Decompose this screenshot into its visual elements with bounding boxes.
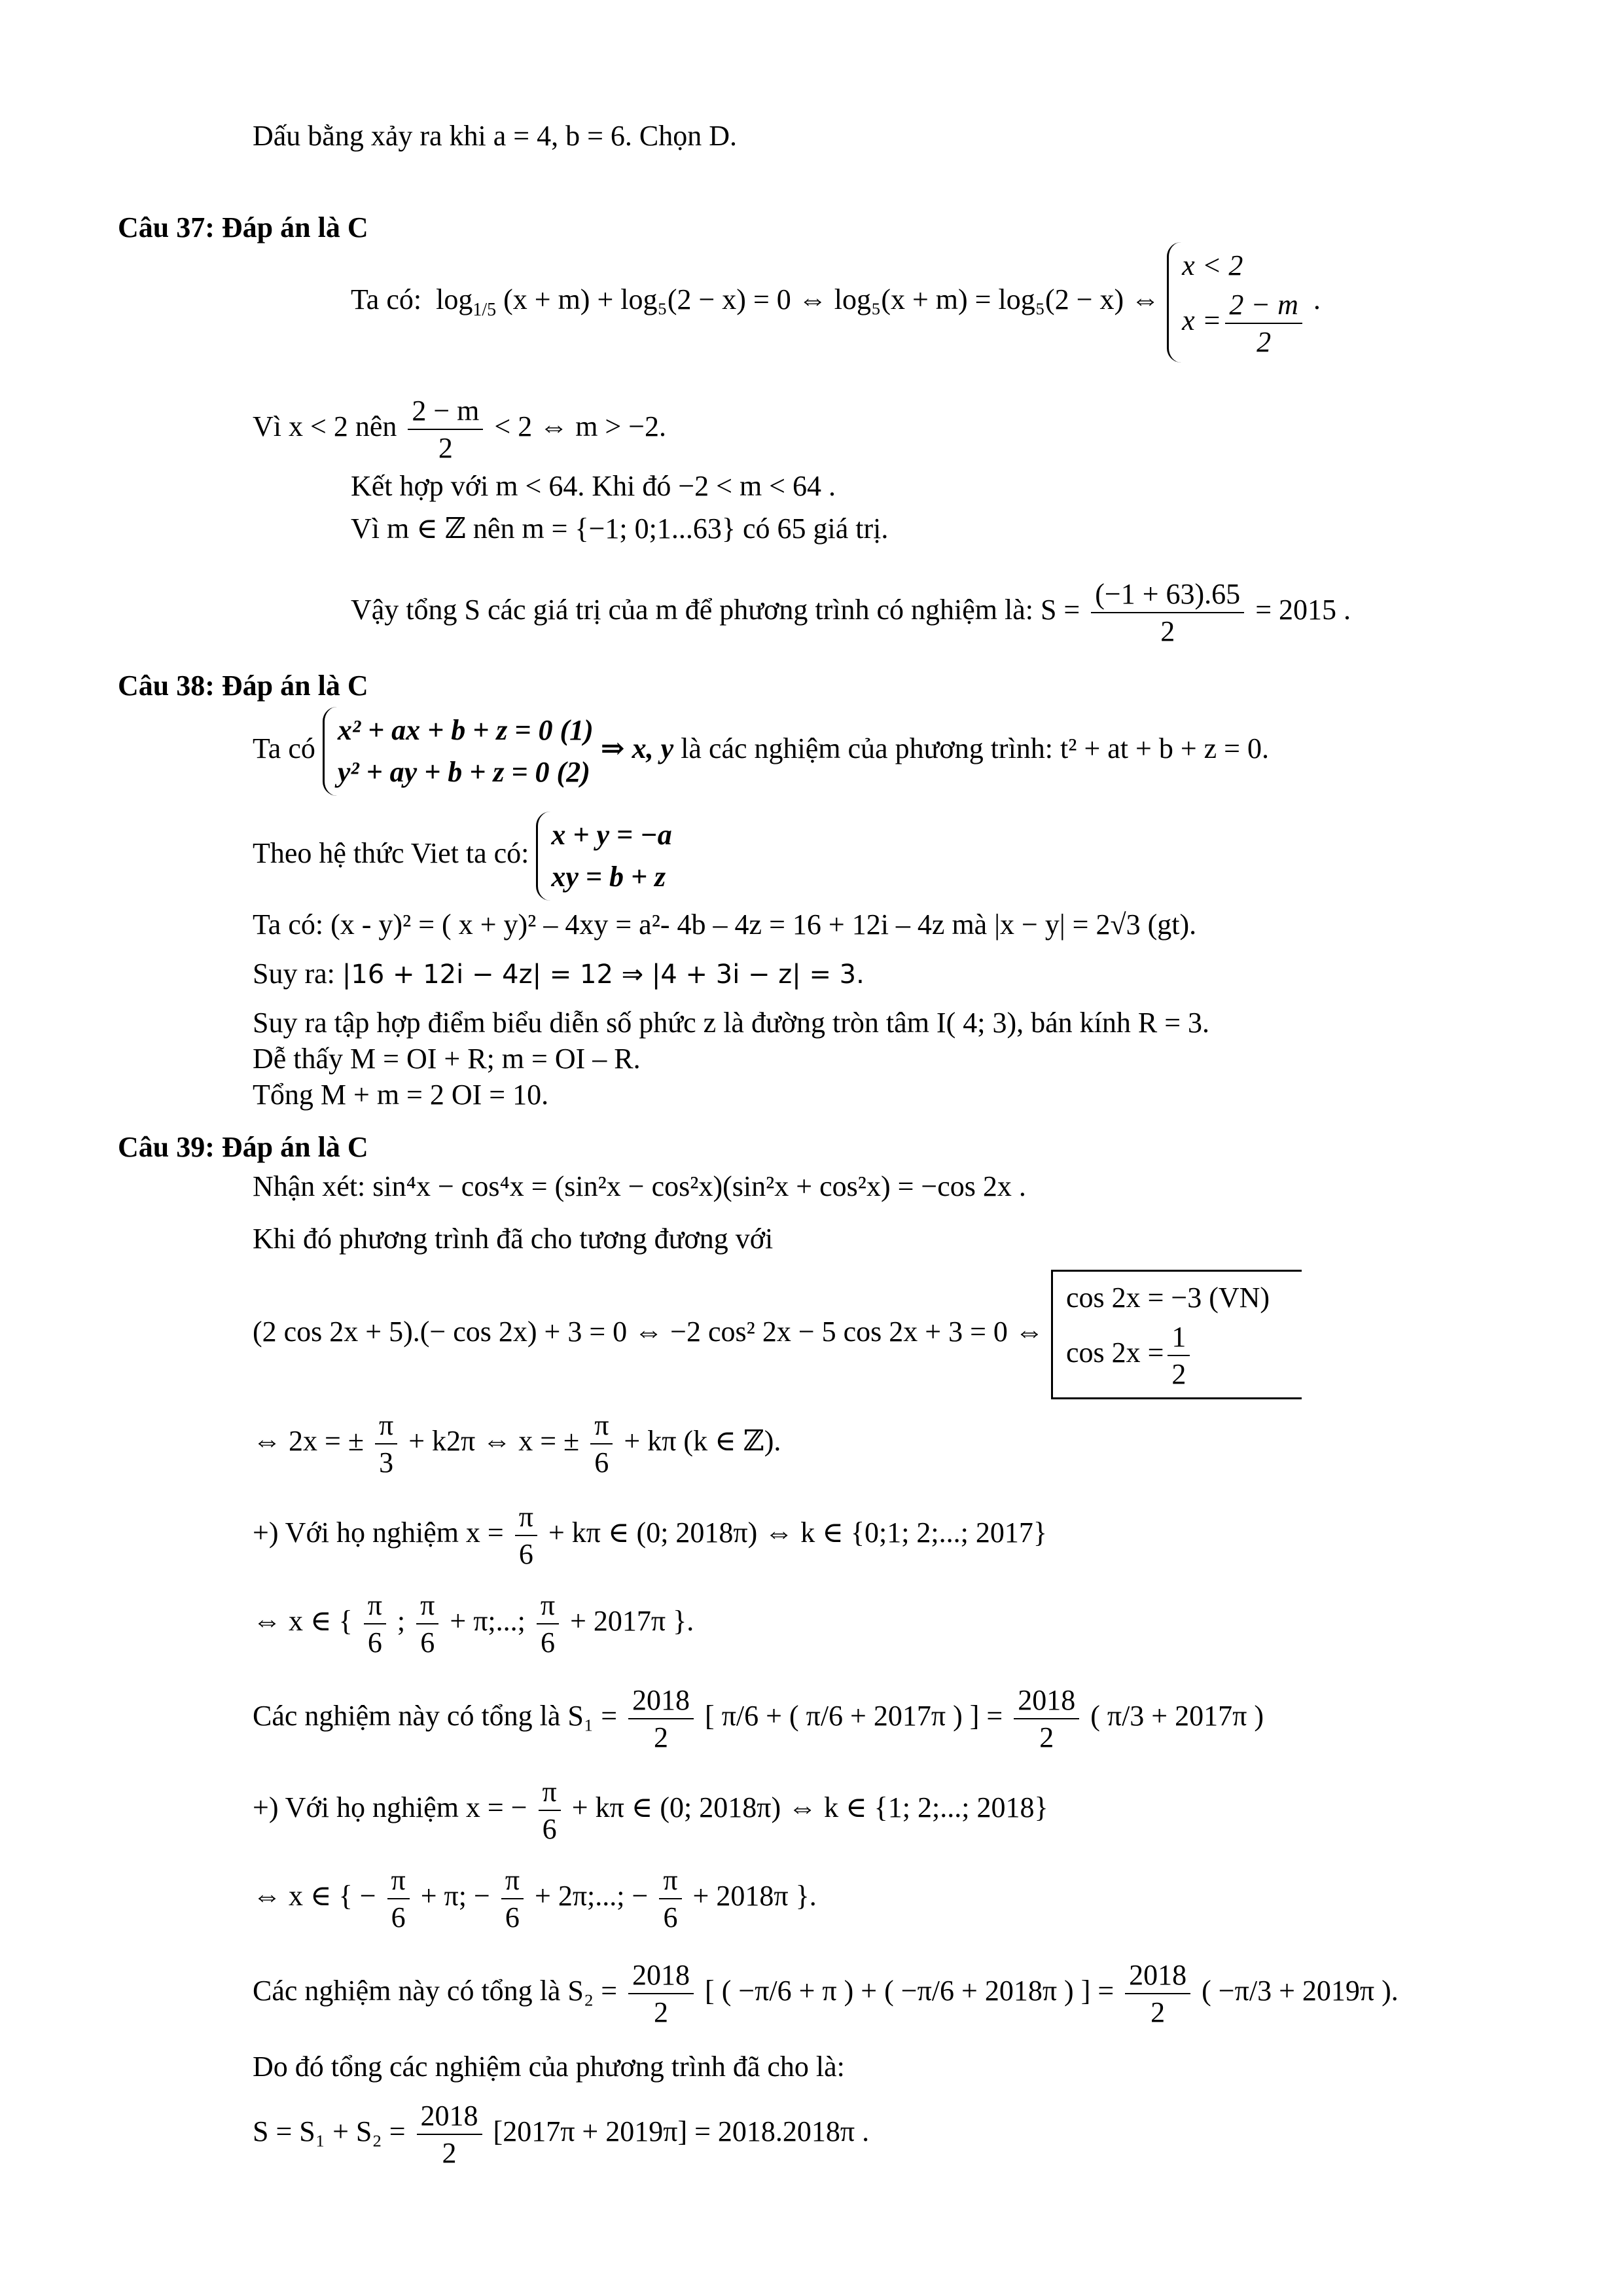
q38-suyra1: Suy ra: |16 + 12i − 4z| = 12 ⇒ |4 + 3i − z| = 3. xyxy=(253,958,865,990)
top-conclusion: Dấu bằng xảy ra khi a = 4, b = 6. Chọn D. xyxy=(253,120,738,152)
q39-title: Câu 39: Đáp án là C xyxy=(118,1131,368,1163)
q39-eq1: (2 cos 2x + 5).(− cos 2x) + 3 = 0 ⇔ −2 cos² 2x − 5 cos 2x + 3 = 0 ⇔ cos 2x = −3 (VN) cos 2x = $\frac{1}{2}$ xyxy=(253,1270,1302,1399)
q39-family1: +) Với họ nghiệm x = $\frac{\pi}{6}$ + kπ ∈ (0; 2018π) ⇔ k ∈ {0;1; 2;...; 2017} xyxy=(253,1499,1047,1572)
q37-vi2: Vì m ∈ ℤ nên m = {−1; 0;1...63} có 65 giá trị. xyxy=(351,512,889,545)
q39-solution: ⇔ 2x = ± $\frac{\pi}{3}$ + k2π ⇔ x = ± $\frac{\pi}{6}$ + kπ (k ∈ ℤ). xyxy=(253,1407,781,1480)
q37-system: x < 2 x = $\frac{2 - m}{2}$ xyxy=(1167,242,1306,363)
q37-sum: Vậy tổng S các giá trị của m để phương trình có nghiệm là: S = $\frac{(-1 + 63).65}{2}$ = 2015 . xyxy=(351,576,1351,649)
q37-title: Câu 37: Đáp án là C xyxy=(118,211,368,243)
q39-dodo: Do đó tổng các nghiệm của phương trình đã cho là: xyxy=(253,2051,845,2083)
q38-tong: Tổng M + m = 2 OI = 10. xyxy=(253,1079,549,1111)
q38-viet-system: x + y = −a xy = b + z xyxy=(536,812,671,901)
q39-khido: Khi đó phương trình đã cho tương đương với xyxy=(253,1223,774,1255)
q39-set1: ⇔ x ∈ { $\frac{\pi}{6}$ ; $\frac{\pi}{6}$ + π;...; $\frac{\pi}{6}$ + 2017π }. xyxy=(253,1587,694,1660)
q38-xy-line: Ta có: (x - y)² = ( x + y)² – 4xy = a²- 4b – 4z = 16 + 12i – 4z mà |x − y| = 2√3 (gt). xyxy=(253,908,1197,941)
q39-family2: +) Với họ nghiệm x = − $\frac{\pi}{6}$ + kπ ∈ (0; 2018π) ⇔ k ∈ {1; 2;...; 2018} xyxy=(253,1774,1048,1847)
q38-viet-line: Theo hệ thức Viet ta có: x + y = −a xy = b + z xyxy=(253,812,672,901)
q39-sum2: Các nghiệm này có tổng là S₂ = $\frac{2018}{2}$ [ ( −π/6 + π ) + ( −π/6 + 2018π ) ] = $\frac{2018}{2}$ ( −π/3 + 2019π ). xyxy=(253,1957,1399,2030)
q38-dethay: Dễ thấy M = OI + R; m = OI – R. xyxy=(253,1043,641,1075)
q38-title: Câu 38: Đáp án là C xyxy=(118,670,368,702)
q39-final: S = S₁ + S₂ = $\frac{2018}{2}$ [2017π + 2019π] = 2018.2018π . xyxy=(253,2098,869,2171)
q37-vi-line: Vì x < 2 nên $\frac{2 - m}{2}$ < 2 ⇔ m > −2. xyxy=(253,393,666,466)
q37-kethop: Kết hợp với m < 64. Khi đó −2 < m < 64 . xyxy=(351,470,836,502)
q38-system-line: Ta có x² + ax + b + z = 0 (1) y² + ay + b + z = 0 (2) ⇒ x, y là các nghiệm của phương trình: t² + at + b + z = 0. xyxy=(253,707,1269,796)
q39-sum1: Các nghiệm này có tổng là S₁ = $\frac{2018}{2}$ [ π/6 + ( π/6 + 2017π ) ] = $\frac{2018}{2}$ ( π/3 + 2017π ) xyxy=(253,1682,1264,1755)
q39-nhanxet: Nhận xét: sin⁴x − cos⁴x = (sin²x − cos²x)(sin²x + cos²x) = −cos 2x . xyxy=(253,1170,1026,1202)
q37-equation: Ta có: $\log_{1/5} (x + m) + \log_5(2 - x) = 0$ ⇔ log₅(x + m) = log₅(2 − x) ⇔ x < 2 x = $\frac{2 - m}{2}$ . xyxy=(351,242,1321,363)
q38-system: x² + ax + b + z = 0 (1) y² + ay + b + z = 0 (2) xyxy=(323,707,594,796)
q39-set2: ⇔ x ∈ { − $\frac{\pi}{6}$ + π; − $\frac{\pi}{6}$ + 2π;...; − $\frac{\pi}{6}$ + 2018π }. xyxy=(253,1862,817,1935)
q38-suyra2: Suy ra tập hợp điểm biểu diễn số phức z là đường tròn tâm I( 4; 3), bán kính R = 3. xyxy=(253,1007,1210,1039)
q39-cases: cos 2x = −3 (VN) cos 2x = $\frac{1}{2}$ xyxy=(1051,1270,1302,1399)
